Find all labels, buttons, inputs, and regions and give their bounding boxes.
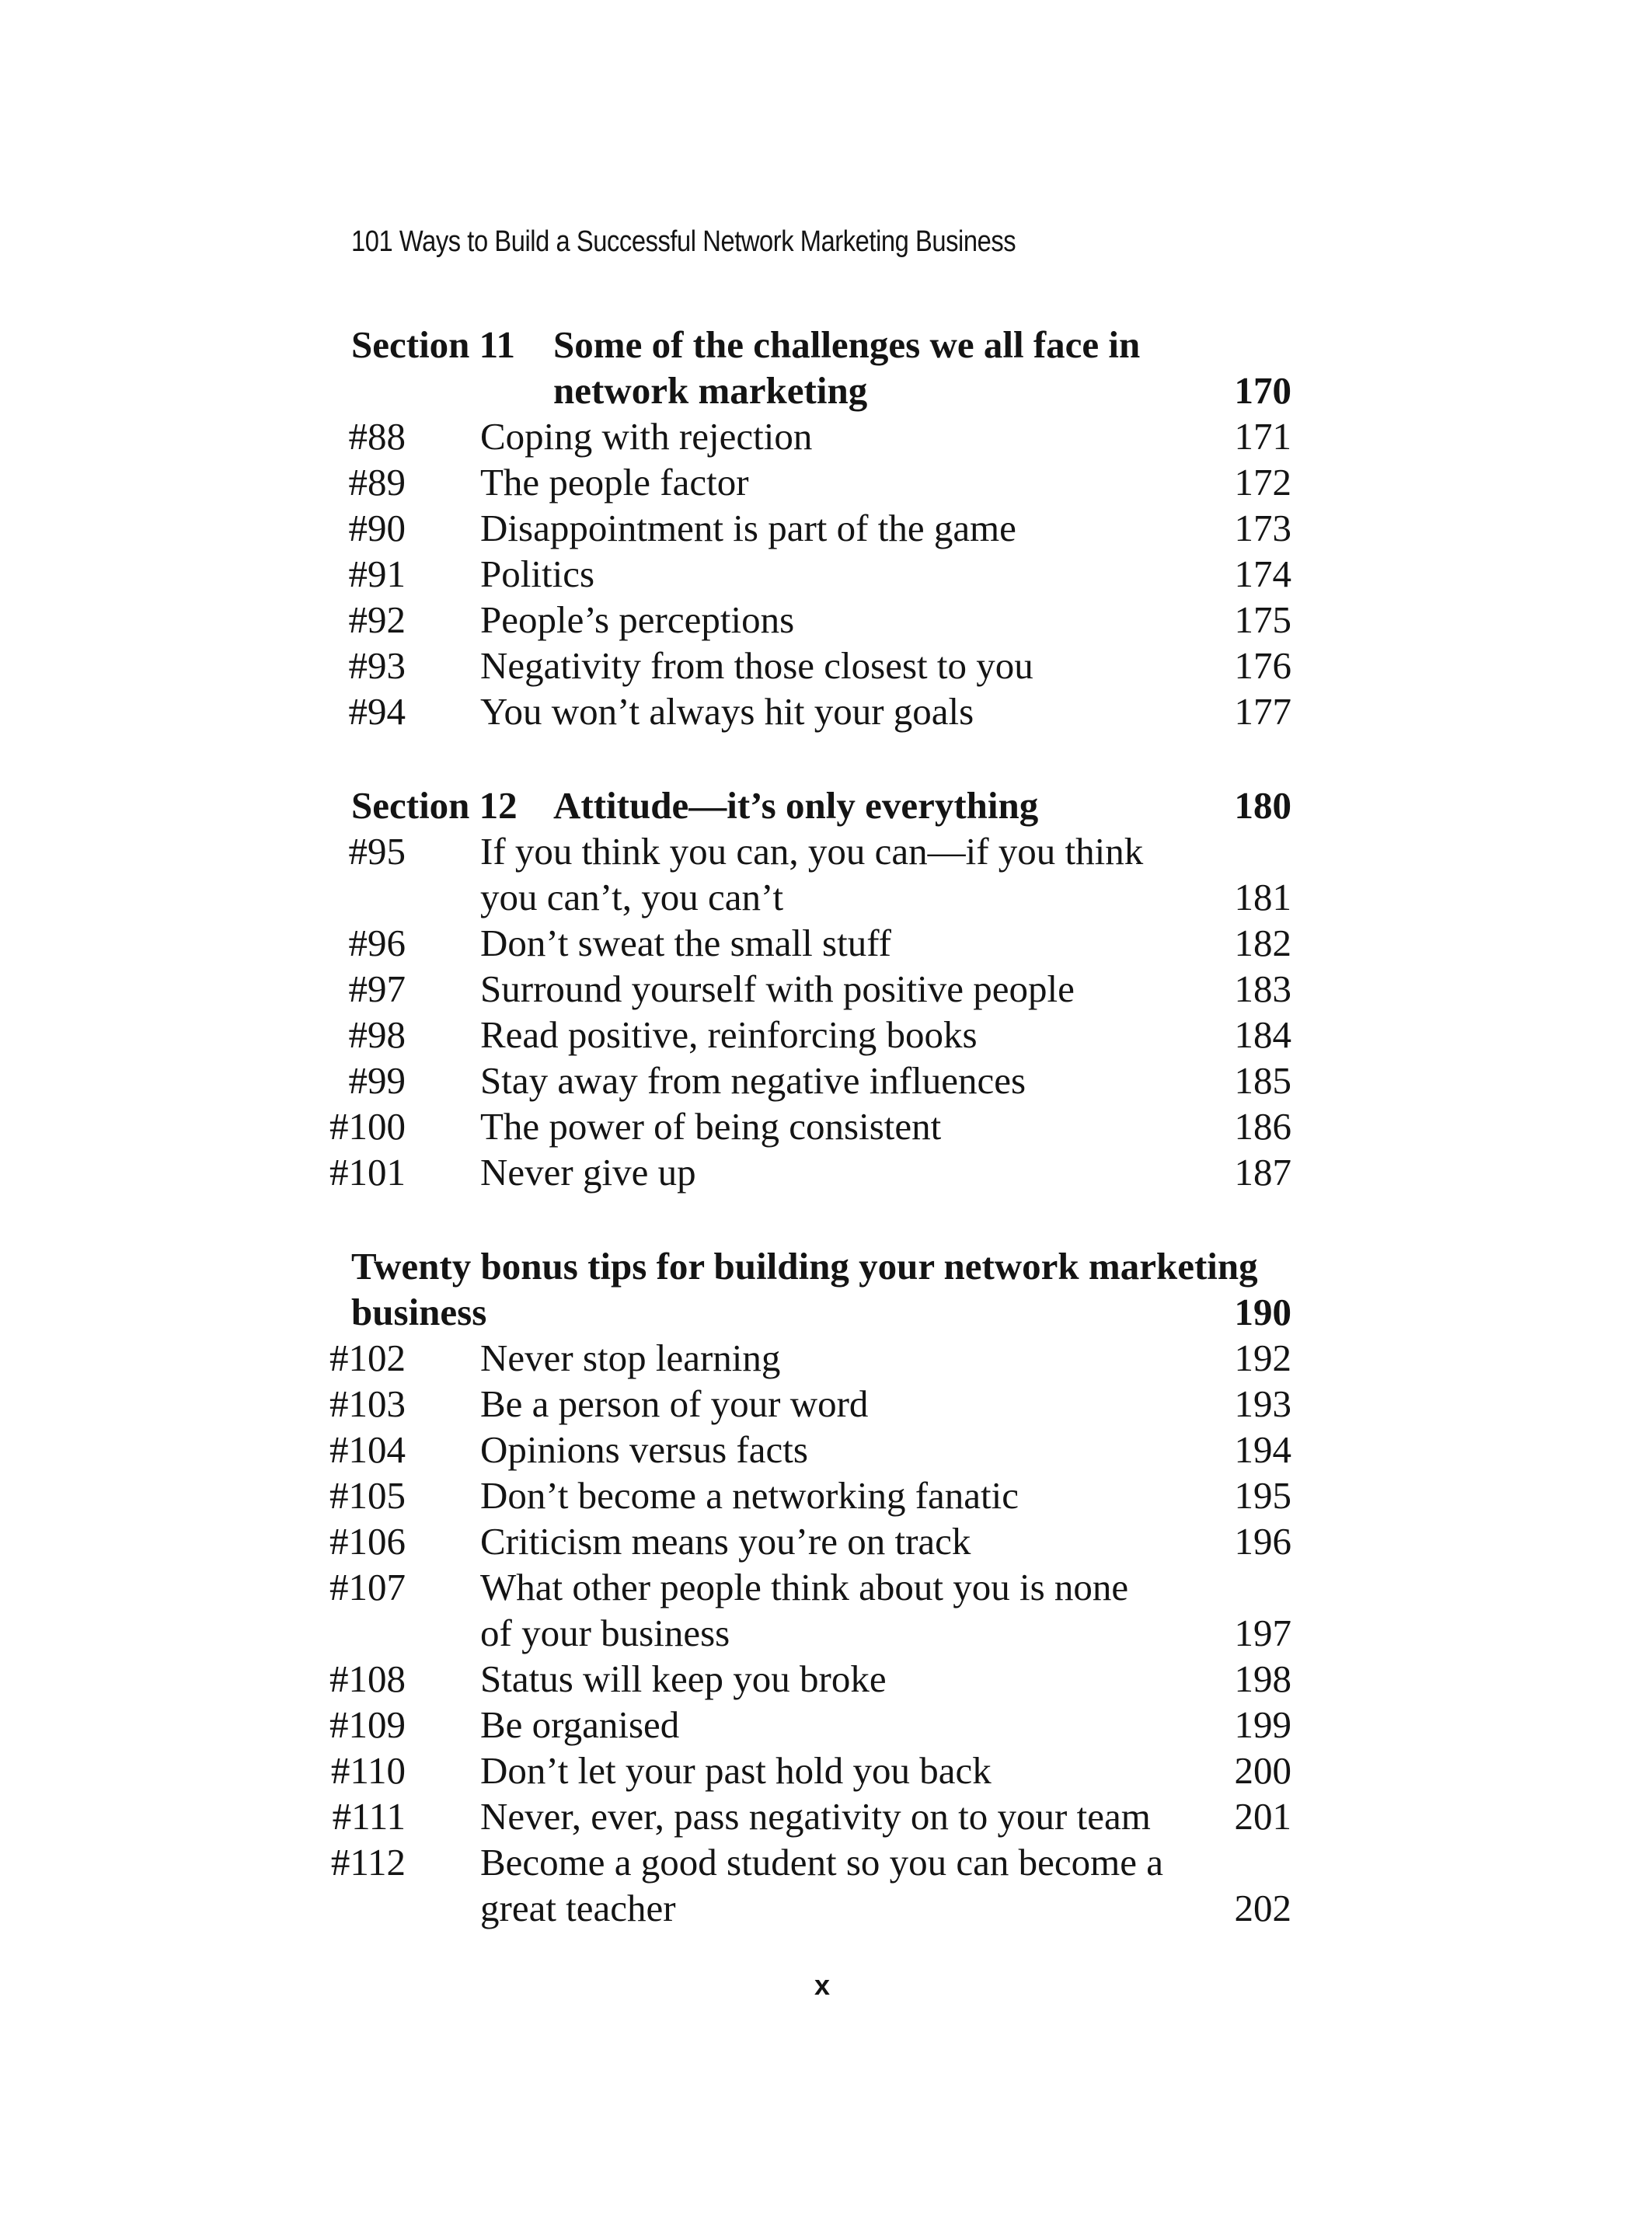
section-title: network marketing [553,369,868,412]
entry-title: Politics [480,552,595,595]
entry-page-number: 195 [1234,1474,1291,1517]
entry-page-number: 194 [1234,1428,1291,1471]
toc-entry-line [351,1610,1291,1656]
section-label: Section 12 [351,784,518,827]
entry-number: #91 [348,552,406,595]
entry-page-number: 192 [1234,1337,1291,1379]
entry-title: Criticism means you’re on track [480,1520,971,1563]
toc-entry-line [348,597,1291,643]
entry-page-number: 177 [1234,690,1291,733]
toc-entry-line [348,643,1291,688]
entry-page-number: 187 [1234,1151,1291,1194]
entry-page-number: 175 [1234,598,1291,641]
entry-page-number: 183 [1234,967,1291,1010]
entry-number: #108 [329,1657,406,1700]
section-label: Section 11 [351,323,515,366]
entry-page-number: 193 [1234,1382,1291,1425]
section-title: business [351,1291,487,1333]
entry-number: #102 [329,1337,406,1379]
toc-entry-line [330,1748,1291,1793]
section-gap [351,1195,1291,1243]
entry-title: Read positive, reinforcing books [480,1013,978,1056]
entry-number: #90 [348,507,406,549]
entry-page-number: 198 [1234,1657,1291,1700]
entry-title: You won’t always hit your goals [480,690,974,733]
toc-entry-line [329,1564,1291,1610]
entry-number: #88 [348,415,406,458]
entry-number: #101 [329,1151,406,1194]
section-heading-line [351,368,1291,413]
entry-title: Disappointment is part of the game [480,507,1016,549]
toc-entry-line [330,1839,1291,1885]
toc-entry-line [348,1058,1291,1103]
section-gap [351,734,1291,782]
entry-page-number: 181 [1234,876,1291,918]
entry-page-number: 176 [1234,644,1291,687]
entry-page-number: 171 [1234,415,1291,458]
entry-number: #98 [348,1013,406,1056]
toc-section [329,782,1291,1195]
entry-number: #99 [348,1059,406,1102]
entry-number: #95 [348,830,406,873]
entry-page-number: 197 [1234,1612,1291,1654]
entry-title: People’s perceptions [480,598,795,641]
entry-title: Don’t let your past hold you back [480,1749,992,1792]
toc-entry-line [329,1381,1291,1427]
entry-title: Coping with rejection [480,415,813,458]
entry-title: Never, ever, pass negativity on to your team [480,1795,1151,1838]
toc-entry-line [348,966,1291,1012]
section-heading-line [351,782,1291,828]
toc-entry-line [348,688,1291,734]
entry-title: The people factor [480,461,749,504]
entry-number: #111 [332,1795,406,1838]
toc-entry-line [348,551,1291,597]
toc-entry-line [348,459,1291,505]
section-page-number: 180 [1234,784,1291,827]
section-title: Some of the challenges we all face in [553,323,1141,366]
entry-title: Status will keep you broke [480,1657,887,1700]
section-heading-line [351,1289,1291,1335]
toc-entry-line [348,413,1291,459]
toc-entry-line [348,505,1291,551]
entry-page-number: 184 [1234,1013,1291,1056]
entry-title: What other people think about you is none [480,1566,1129,1608]
entry-title: Be a person of your word [480,1382,869,1425]
section-title: Twenty bonus tips for building your network marketing [351,1245,1258,1288]
toc-entry-line [348,828,1291,874]
section-heading-line [351,1243,1291,1289]
entry-page-number: 173 [1234,507,1291,549]
section-title: Attitude—it’s only everything [553,784,1039,827]
entry-page-number: 201 [1234,1795,1291,1838]
page-folio: x [814,1969,831,2001]
entry-title: Never stop learning [480,1337,781,1379]
entry-number: #112 [330,1841,406,1884]
toc-entry-line [329,1427,1291,1472]
entry-page-number: 185 [1234,1059,1291,1102]
entry-title: you can’t, you can’t [480,876,784,918]
toc-entry-line [329,1472,1291,1518]
entry-title: Don’t become a networking fanatic [480,1474,1019,1517]
entry-title: great teacher [480,1887,676,1929]
entry-page-number: 200 [1234,1749,1291,1792]
entry-number: #94 [348,690,406,733]
toc-entry-line [329,1149,1291,1195]
section-heading-line [351,322,1291,368]
toc-entry-line [329,1103,1291,1149]
toc-entry-line [332,1793,1291,1839]
entry-title: of your business [480,1612,730,1654]
entry-number: #93 [348,644,406,687]
entry-number: #109 [329,1703,406,1746]
entry-number: #104 [329,1428,406,1471]
section-page-number: 170 [1234,369,1291,412]
entry-page-number: 199 [1234,1703,1291,1746]
entry-page-number: 196 [1234,1520,1291,1563]
entry-title: Be organised [480,1703,680,1746]
entry-number: #92 [348,598,406,641]
toc-entry-line [351,874,1291,920]
running-head: 101 Ways to Build a Successful Network Marketing Business [351,225,1016,258]
entry-title: Don’t sweat the small stuff [480,922,891,964]
toc-entry-line [329,1656,1291,1702]
entry-title: Opinions versus facts [480,1428,808,1471]
entry-number: #97 [348,967,406,1010]
toc-section [348,322,1291,734]
toc-entry-line [351,1885,1291,1931]
entry-number: #89 [348,461,406,504]
entry-number: #96 [348,922,406,964]
entry-number: #105 [329,1474,406,1517]
entry-title: Negativity from those closest to you [480,644,1033,687]
entry-number: #110 [330,1749,406,1792]
entry-title: Never give up [480,1151,696,1194]
entry-page-number: 172 [1234,461,1291,504]
entry-title: If you think you can, you can—if you think [480,830,1144,873]
entry-title: Surround yourself with positive people [480,967,1075,1010]
toc-entry-line [348,920,1291,966]
toc-entry-line [329,1518,1291,1564]
toc-entry-line [329,1335,1291,1381]
toc-section [329,1243,1291,1931]
entry-number: #100 [329,1105,406,1148]
entry-number: #107 [329,1566,406,1608]
entry-page-number: 202 [1234,1887,1291,1929]
section-page-number: 190 [1234,1291,1291,1333]
entry-number: #106 [329,1520,406,1563]
entry-page-number: 186 [1234,1105,1291,1148]
entry-title: Become a good student so you can become a [480,1841,1164,1884]
entry-page-number: 182 [1234,922,1291,964]
toc-entry-line [348,1012,1291,1058]
entry-number: #103 [329,1382,406,1425]
toc-entry-line [329,1702,1291,1748]
entry-title: The power of being consistent [480,1105,942,1148]
table-of-contents [329,322,1291,1931]
entry-page-number: 174 [1234,552,1291,595]
entry-title: Stay away from negative influences [480,1059,1026,1102]
